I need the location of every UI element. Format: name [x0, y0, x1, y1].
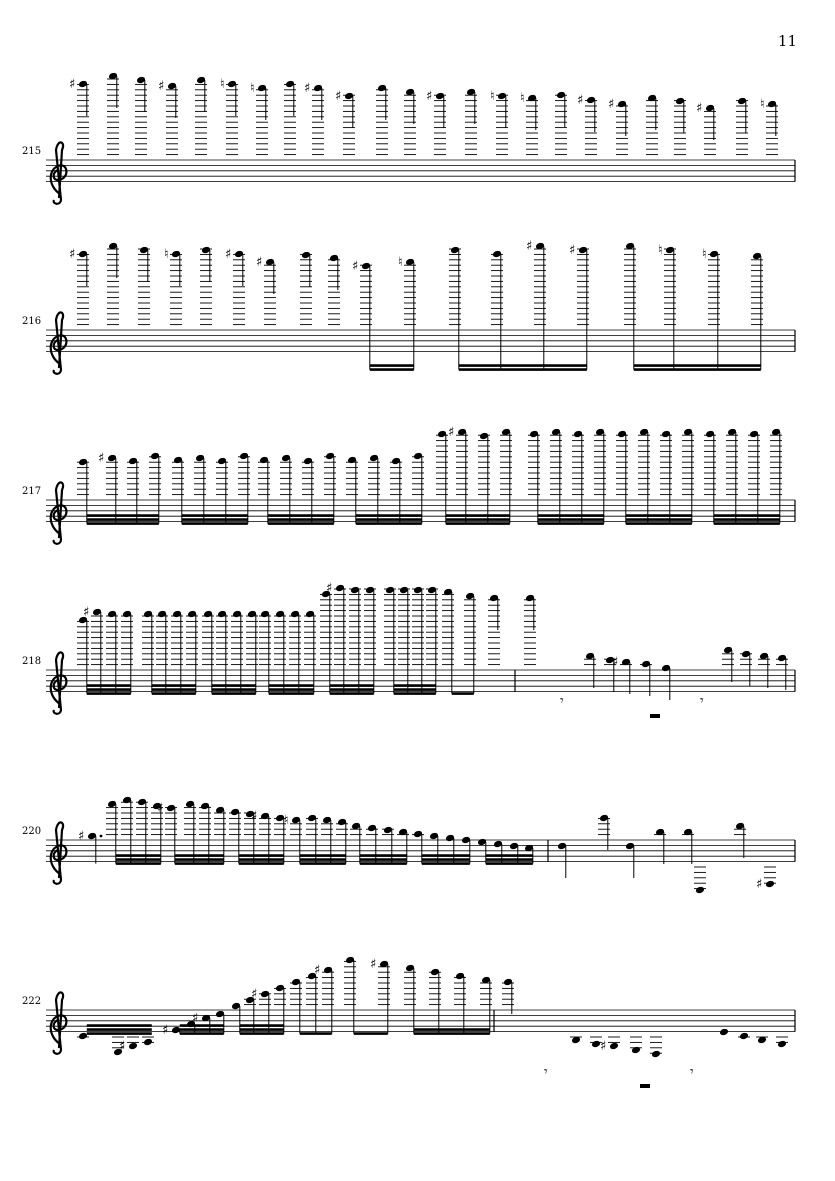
- note: [404, 964, 416, 1034]
- note: [696, 101, 716, 155]
- sharp-icon: ♯: [162, 1023, 169, 1038]
- note: [454, 972, 466, 1034]
- sharp-icon: ♯: [526, 239, 533, 254]
- note: [382, 826, 394, 864]
- note: [162, 1023, 181, 1038]
- note: [612, 655, 632, 694]
- staff-system: [22, 581, 795, 718]
- note: [127, 457, 139, 524]
- note: [352, 259, 372, 370]
- sharp-icon: ♯: [370, 957, 377, 972]
- note: [284, 80, 296, 155]
- half-rest-icon: [650, 714, 660, 718]
- note: [426, 89, 446, 155]
- sharp-icon: ♯: [158, 79, 165, 94]
- sharp-icon: ♯: [83, 605, 90, 620]
- note: [142, 1037, 154, 1046]
- sharp-icon: ♯: [612, 655, 619, 670]
- eighth-rest-icon: 𝄾: [544, 1064, 548, 1080]
- notehead: [609, 1042, 619, 1051]
- notehead: [695, 886, 705, 895]
- dot: [100, 835, 103, 838]
- note: [231, 1002, 241, 1034]
- note: [682, 428, 694, 524]
- note: [220, 77, 238, 155]
- note: [335, 89, 355, 155]
- treble-clef-icon: [51, 482, 67, 543]
- note: [756, 867, 776, 892]
- note: [107, 72, 119, 155]
- staff-system: [22, 956, 795, 1088]
- notehead: [777, 1040, 787, 1049]
- treble-clef-icon: [51, 822, 67, 883]
- note: [320, 590, 332, 694]
- note: [121, 796, 133, 864]
- note: [490, 89, 508, 155]
- notehead: [765, 880, 775, 889]
- note: [608, 97, 628, 155]
- note: [478, 432, 490, 524]
- note: [138, 246, 150, 325]
- notehead: [143, 1038, 153, 1047]
- note: [448, 425, 468, 524]
- note: [760, 97, 778, 155]
- staff-system: [22, 72, 795, 204]
- note: [736, 97, 748, 155]
- notehead: [739, 1032, 749, 1041]
- sharp-icon: ♯: [304, 81, 311, 96]
- note: [674, 97, 686, 155]
- note: [660, 430, 672, 524]
- treble-clef-icon: [51, 652, 67, 713]
- note: [770, 428, 782, 524]
- sharp-icon: ♯: [69, 77, 76, 92]
- note: [572, 430, 584, 524]
- sharp-icon: ♯: [251, 809, 258, 824]
- sharp-icon: ♯: [608, 97, 615, 112]
- note: [302, 457, 314, 524]
- staff-system: [22, 796, 795, 895]
- note: [300, 251, 312, 325]
- note: [370, 957, 390, 1034]
- note: [106, 800, 118, 864]
- note: [654, 828, 666, 864]
- notehead: [78, 1032, 88, 1041]
- treble-clef-icon: [51, 992, 67, 1053]
- note: [366, 824, 378, 864]
- sharp-icon: ♯: [352, 259, 359, 274]
- note: [488, 594, 500, 665]
- sharp-icon: ♯: [577, 93, 584, 108]
- note: [442, 588, 454, 694]
- note: [77, 616, 89, 694]
- note: [184, 800, 196, 864]
- note: [200, 246, 212, 325]
- note: [748, 430, 760, 524]
- note: [694, 867, 706, 894]
- note: [107, 242, 119, 325]
- note: [646, 94, 658, 155]
- notehead: [128, 1042, 138, 1051]
- note: [404, 88, 416, 155]
- note: [368, 454, 380, 524]
- note: [136, 798, 148, 864]
- sharp-icon: ♯: [251, 987, 258, 1002]
- sharp-icon: ♯: [225, 247, 232, 262]
- note: [625, 842, 635, 878]
- note: [349, 586, 361, 694]
- natural-icon: ♮: [490, 89, 495, 104]
- note: [376, 84, 388, 155]
- note: [464, 592, 476, 694]
- eighth-rest-icon: 𝄾: [700, 693, 704, 709]
- sharp-icon: ♯: [192, 1011, 199, 1026]
- note: [426, 586, 438, 694]
- note: [69, 247, 89, 325]
- note: [78, 829, 102, 864]
- notehead: [631, 1046, 641, 1055]
- sharp-icon: ♯: [335, 89, 342, 104]
- note: [616, 430, 628, 524]
- note: [704, 430, 716, 524]
- note: [290, 978, 302, 1034]
- note: [258, 456, 270, 524]
- measure-number: 217: [22, 486, 42, 497]
- sharp-icon: ♯: [78, 829, 85, 844]
- natural-icon: ♮: [284, 813, 289, 828]
- note: [83, 605, 103, 694]
- note: [364, 586, 376, 694]
- note: [756, 1036, 768, 1045]
- sharp-icon: ♯: [157, 801, 164, 816]
- note: [390, 457, 402, 524]
- note: [569, 243, 589, 370]
- treble-clef-icon: [51, 312, 67, 373]
- note: [157, 801, 177, 864]
- sharp-icon: ♯: [314, 963, 321, 978]
- note: [398, 255, 416, 370]
- note: [436, 430, 448, 524]
- note: [520, 91, 538, 155]
- note: [77, 458, 89, 524]
- note: [776, 1037, 788, 1048]
- note: [738, 1032, 750, 1041]
- note: [726, 428, 738, 524]
- note: [194, 454, 206, 524]
- note: [577, 93, 597, 155]
- note: [158, 79, 178, 155]
- note: [638, 428, 650, 524]
- note: [658, 243, 676, 370]
- note: [344, 956, 356, 1034]
- note: [524, 594, 536, 665]
- note: [526, 239, 546, 370]
- note: [346, 456, 358, 524]
- note: [449, 246, 461, 370]
- natural-icon: ♮: [250, 81, 255, 96]
- notehead: [651, 1050, 661, 1059]
- sharp-icon: ♯: [569, 243, 576, 258]
- note: [69, 77, 89, 155]
- note: [502, 978, 514, 1014]
- note: [465, 88, 477, 155]
- note: [557, 842, 567, 878]
- sharp-icon: ♯: [756, 877, 763, 892]
- staff-system: [22, 425, 795, 544]
- measure-number: 215: [22, 146, 42, 157]
- measure-number: 220: [22, 826, 42, 837]
- notehead: [719, 1028, 729, 1037]
- note: [600, 1037, 620, 1054]
- natural-icon: ♮: [702, 247, 707, 262]
- sharp-icon: ♯: [600, 1039, 607, 1054]
- note: [225, 247, 245, 325]
- note: [594, 428, 606, 524]
- natural-icon: ♮: [520, 91, 525, 106]
- note: [314, 963, 334, 1034]
- note: [682, 828, 694, 864]
- note: [661, 664, 671, 700]
- note: [324, 452, 336, 524]
- note: [722, 646, 734, 682]
- note: [304, 81, 324, 155]
- note: [412, 452, 424, 524]
- sharp-icon: ♯: [426, 89, 433, 104]
- note: [384, 586, 396, 694]
- note: [550, 428, 562, 524]
- sharp-icon: ♯: [69, 247, 76, 262]
- note: [412, 586, 424, 694]
- measure-number: 218: [22, 656, 42, 667]
- note: [216, 457, 228, 524]
- note: [555, 91, 567, 155]
- half-rest-icon: [640, 1084, 650, 1088]
- note: [149, 452, 161, 524]
- eighth-rest-icon: 𝄾: [690, 1064, 694, 1080]
- note: [630, 1037, 642, 1054]
- measure-number: 216: [22, 316, 42, 327]
- note: [172, 456, 184, 524]
- sharp-icon: ♯: [98, 451, 105, 466]
- note: [256, 255, 276, 325]
- note: [119, 1037, 139, 1054]
- note: [164, 247, 182, 325]
- note: [195, 76, 207, 155]
- sharp-icon: ♯: [119, 1039, 126, 1054]
- note: [624, 242, 636, 370]
- note: [135, 76, 147, 155]
- note: [328, 254, 340, 325]
- natural-icon: ♮: [658, 243, 663, 258]
- note: [306, 972, 318, 1034]
- page-number: 11: [777, 32, 797, 50]
- note: [480, 976, 492, 1034]
- treble-clef-icon: [51, 142, 67, 203]
- note: [250, 81, 268, 155]
- note: [640, 660, 652, 696]
- sharp-icon: ♯: [696, 101, 703, 116]
- natural-icon: ♮: [398, 255, 403, 270]
- note: [776, 654, 788, 690]
- note: [500, 428, 512, 524]
- note: [570, 1036, 582, 1045]
- note: [429, 968, 441, 1034]
- note: [238, 452, 250, 524]
- note: [350, 822, 362, 864]
- note: [398, 586, 410, 694]
- staff-system: [22, 239, 795, 374]
- natural-icon: ♮: [760, 97, 765, 112]
- natural-icon: ♮: [220, 77, 225, 92]
- note: [98, 451, 118, 524]
- sharp-icon: ♯: [448, 425, 455, 440]
- note: [280, 454, 292, 524]
- note: [650, 1037, 662, 1058]
- note: [528, 430, 540, 524]
- eighth-rest-icon: 𝄾: [560, 693, 564, 709]
- note: [719, 1028, 729, 1037]
- note: [598, 814, 610, 850]
- natural-icon: ♮: [164, 247, 169, 262]
- measure-number: 222: [22, 996, 42, 1007]
- sharp-icon: ♯: [256, 255, 263, 270]
- sharp-icon: ♯: [326, 581, 333, 596]
